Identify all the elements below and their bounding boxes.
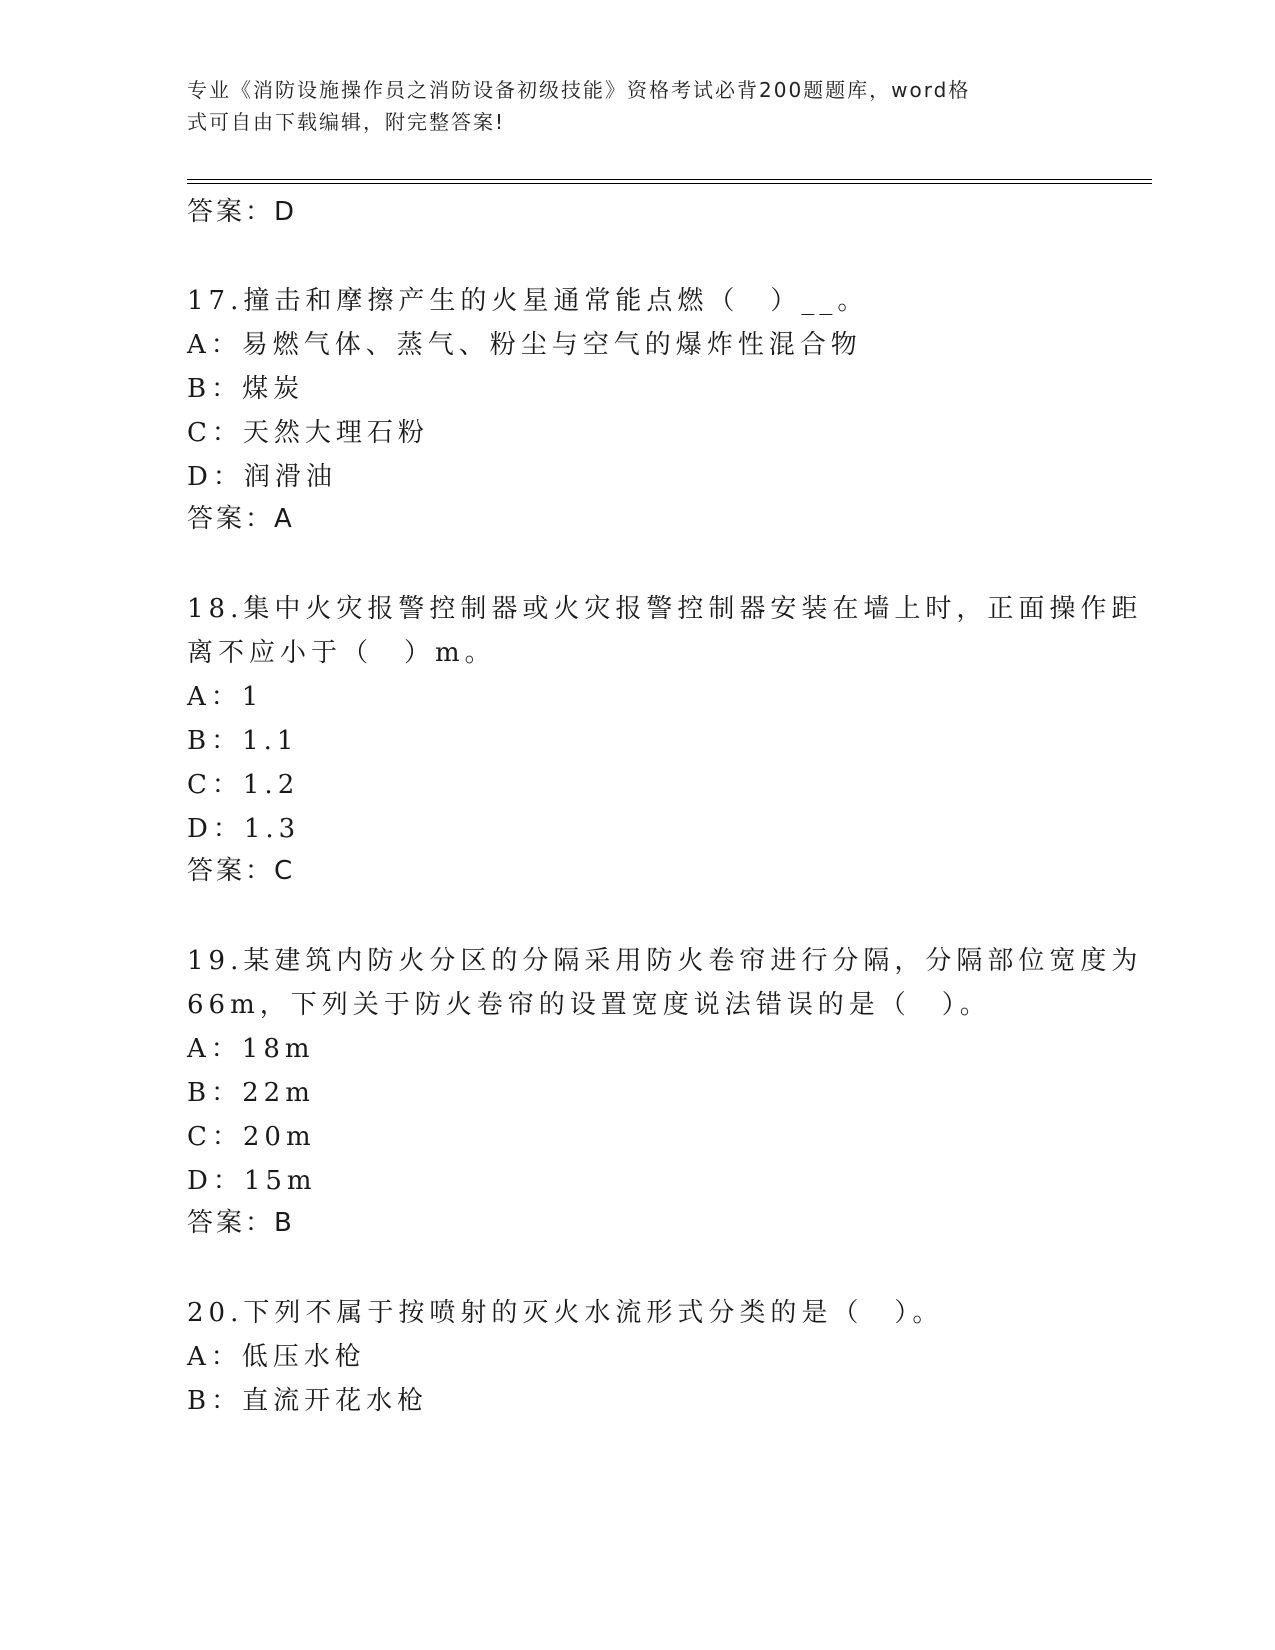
question-18-option-c: C：1.2 <box>187 770 300 800</box>
question-19-option-c: C：20m <box>187 1122 316 1152</box>
question-19-option-b: B：22m <box>187 1078 315 1108</box>
question-20-option-a: A：低压水枪 <box>187 1342 366 1372</box>
document-header <box>187 74 1067 138</box>
question-18-answer: 答案：C <box>187 856 296 886</box>
header-line-2: 式可自由下载编辑，附完整答案! <box>187 110 506 134</box>
question-18-option-d: D：1.3 <box>187 814 301 844</box>
question-17-answer: 答案：A <box>187 504 295 534</box>
question-18-option-b: B：1.1 <box>187 726 299 756</box>
question-20-stem: 20.下列不属于按喷射的灭火水流形式分类的是（ ）。 <box>187 1298 944 1328</box>
question-17-option-a: A：易燃气体、蒸气、粉尘与空气的爆炸性混合物 <box>187 330 862 360</box>
header-rule-top <box>187 179 1152 180</box>
question-20-option-b: B：直流开花水枪 <box>187 1386 429 1416</box>
question-19-stem-line-2: 66m，下列关于防火卷帘的设置宽度说法错误的是（ ）。 <box>187 990 991 1020</box>
answer-prev: 答案：D <box>187 197 298 227</box>
question-17-stem: 17.撞击和摩擦产生的火星通常能点燃（ ）__。 <box>187 286 869 316</box>
question-18-option-a: A：1 <box>187 682 264 712</box>
header-line-1: 专业《消防设施操作员之消防设备初级技能》资格考试必背200题题库，word格 <box>187 78 971 102</box>
question-19-stem-line-1: 19.某建筑内防火分区的分隔采用防火卷帘进行分隔，分隔部位宽度为 <box>187 946 1143 976</box>
header-rule-bottom <box>187 183 1152 184</box>
question-17-option-c: C：天然大理石粉 <box>187 418 429 448</box>
question-17-option-b: B：煤炭 <box>187 374 305 404</box>
question-18-stem-line-2: 离不应小于（ ）m。 <box>187 638 496 668</box>
question-19-option-a: A：18m <box>187 1034 315 1064</box>
question-19-answer: 答案：B <box>187 1208 295 1238</box>
question-18-stem-line-1: 18.集中火灾报警控制器或火灾报警控制器安装在墙上时，正面操作距 <box>187 594 1143 624</box>
question-19-option-d: D：15m <box>187 1166 317 1196</box>
question-17-option-d: D：润滑油 <box>187 462 337 492</box>
